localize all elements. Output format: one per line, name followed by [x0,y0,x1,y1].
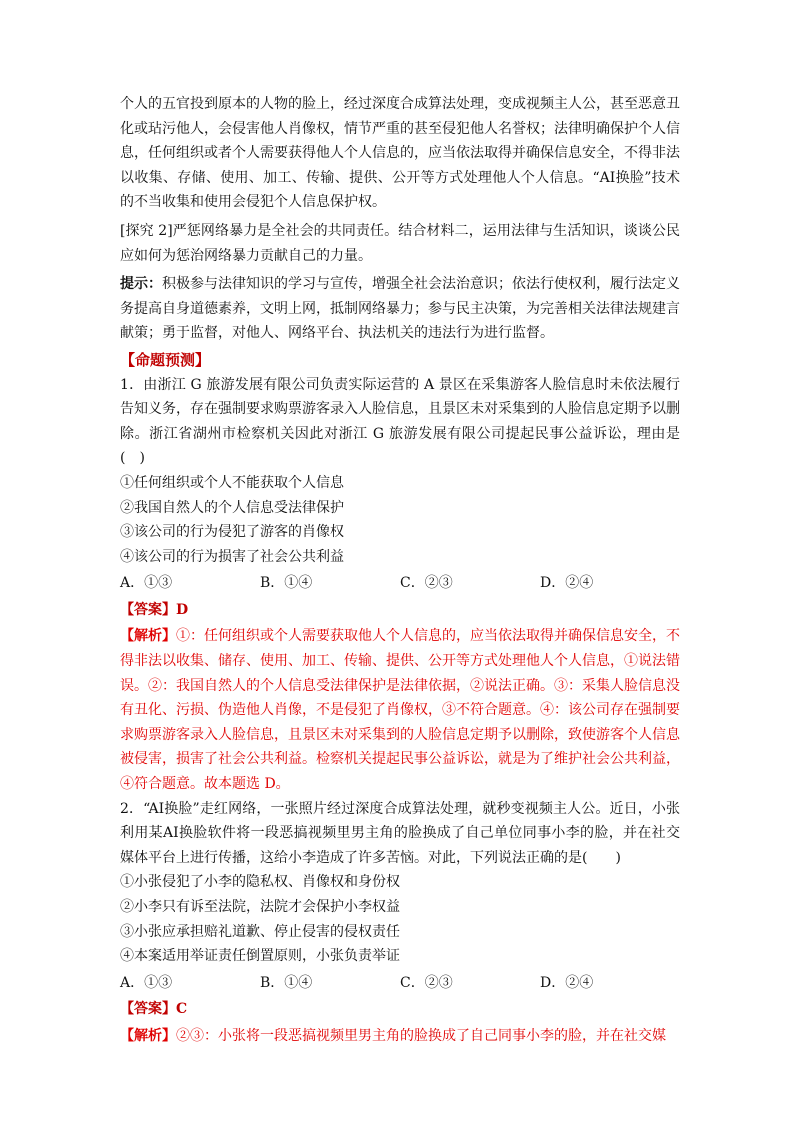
document-page [120,92,680,1049]
q2-options [120,971,680,996]
q1-option-d: D．②④ [540,575,594,592]
q2-analysis [120,1024,680,1049]
q1-option-c: C．②③ [400,575,453,592]
q2-answer: 【答案】C [120,1001,188,1018]
q2-option-a: A．①③ [120,974,173,991]
q2-item: ②小李只有诉至法院，法院才会保护小李权益 [120,899,400,915]
q1-option-b: B．①④ [260,575,313,592]
q2-stem: 2．“AI换脸”走红网络，一张照片经过深度合成算法处理，就秒变视频主人公。近日，小张利用某AI换脸软件将一段恶搞视频里男主角的脸换成了自己单位同事小李的脸，并在社交媒体平台上进行传播，这给小李造成了许多苦恼。对此，下列说法正确的是( ) [120,800,680,866]
q1-analysis [120,624,680,796]
explore-2-text: 严惩网络暴力是全社会的共同责任。结合材料二，运用法律与生活知识，谈谈公民应如何为惩治网络暴力贡献自己的力量。 [120,222,681,264]
q2-analysis-label: 【解析】 [120,1027,176,1044]
hint-paragraph [120,272,680,346]
section-title: 【命题预测】 [120,350,211,369]
q2-item: ④本案适用举证责任倒置原则，小张负责举证 [120,948,400,965]
q1-options [120,571,680,596]
explore-2-paragraph [120,219,680,268]
q2-option-b: B．①④ [260,974,313,991]
q1-answer: 【答案】D [120,601,189,618]
q1-item: ②我国自然人的个人信息受法律保护 [120,499,344,516]
q1-item: ①任何组织或个人不能获取个人信息 [120,474,344,491]
q2-item: ①小张侵犯了小李的隐私权、肖像权和身份权 [120,874,400,891]
q1-analysis-label: 【解析】 [120,628,176,645]
explore-2-label: [探究 2] [120,222,173,239]
hint-text: 积极参与法律知识的学习与宣传，增强全社会法治意识；依法行使权利，履行法定义务提高自身道德素养，文明上网，抵制网络暴力；参与民主决策，为完善相关法律法规建言献策；勇于监督，对他人、网络平台、执法机关的违法行为进行监督。 [120,276,680,342]
q1-option-a: A．①③ [120,575,173,592]
q2-option-d: D．②④ [540,974,594,991]
q2-item: ③小张应承担赔礼道歉、停止侵害的侵权责任 [120,923,400,940]
q1-item: ③该公司的行为侵犯了游客的肖像权 [120,524,344,541]
q2-option-c: C．②③ [400,974,453,991]
q1-stem: 1．由浙江 G 旅游发展有限公司负责实际运营的 A 景区在采集游客人脸信息时未依法履行告知义务，存在强制要求购票游客录入人脸信息，且景区未对采集到的人脸信息定期予以删除。浙江省湖州市检察机关因此对浙江 G 旅游发展有限公司提起民事公益诉讼，理由是( ) [120,376,680,467]
q1-analysis-text: ①：任何组织或个人需要获取他人个人信息的，应当依法取得并确保信息安全，不得非法以收集、储存、使用、加工、传输、提供、公开等方式处理他人个人信息，①说法错误。②：我国自然人的个人信息受法律保护是法律依据，②说法正确。③：采集人脸信息没有丑化、污损、伪造他人肖像，不是侵犯了肖像权，③不符合题意。④：该公司存在强制要求购票游客录入人脸信息，且景区未对采集到的人脸信息定期予以删除，致使游客个人信息被侵害，损害了社会公共利益。检察机关提起民事公益诉讼，就是为了维护社会公共利益，④符合题意。故本题选 D。 [120,628,680,793]
hint-label: 提示： [120,276,162,293]
q2-analysis-text: ②③：小张将一段恶搞视频里男主角的脸换成了自己同事小李的脸，并在社交媒 [176,1027,666,1044]
intro-paragraph: 个人的五官投到原本的人物的脸上，经过深度合成算法处理，变成视频主人公，甚至恶意丑化或玷污他人，会侵害他人肖像权，情节严重的甚至侵犯他人名誉权；法律明确保护个人信息，任何组织或者个人需要获得他人个人信息的，应当依法取得并确保信息安全，不得非法以收集、存储、使用、加工、传输、提供、公开等方式处理他人个人信息。“AI换脸”技术的不当收集和使用会侵犯个人信息保护权。 [120,96,680,211]
q1-item: ④该公司的行为损害了社会公共利益 [120,548,344,565]
